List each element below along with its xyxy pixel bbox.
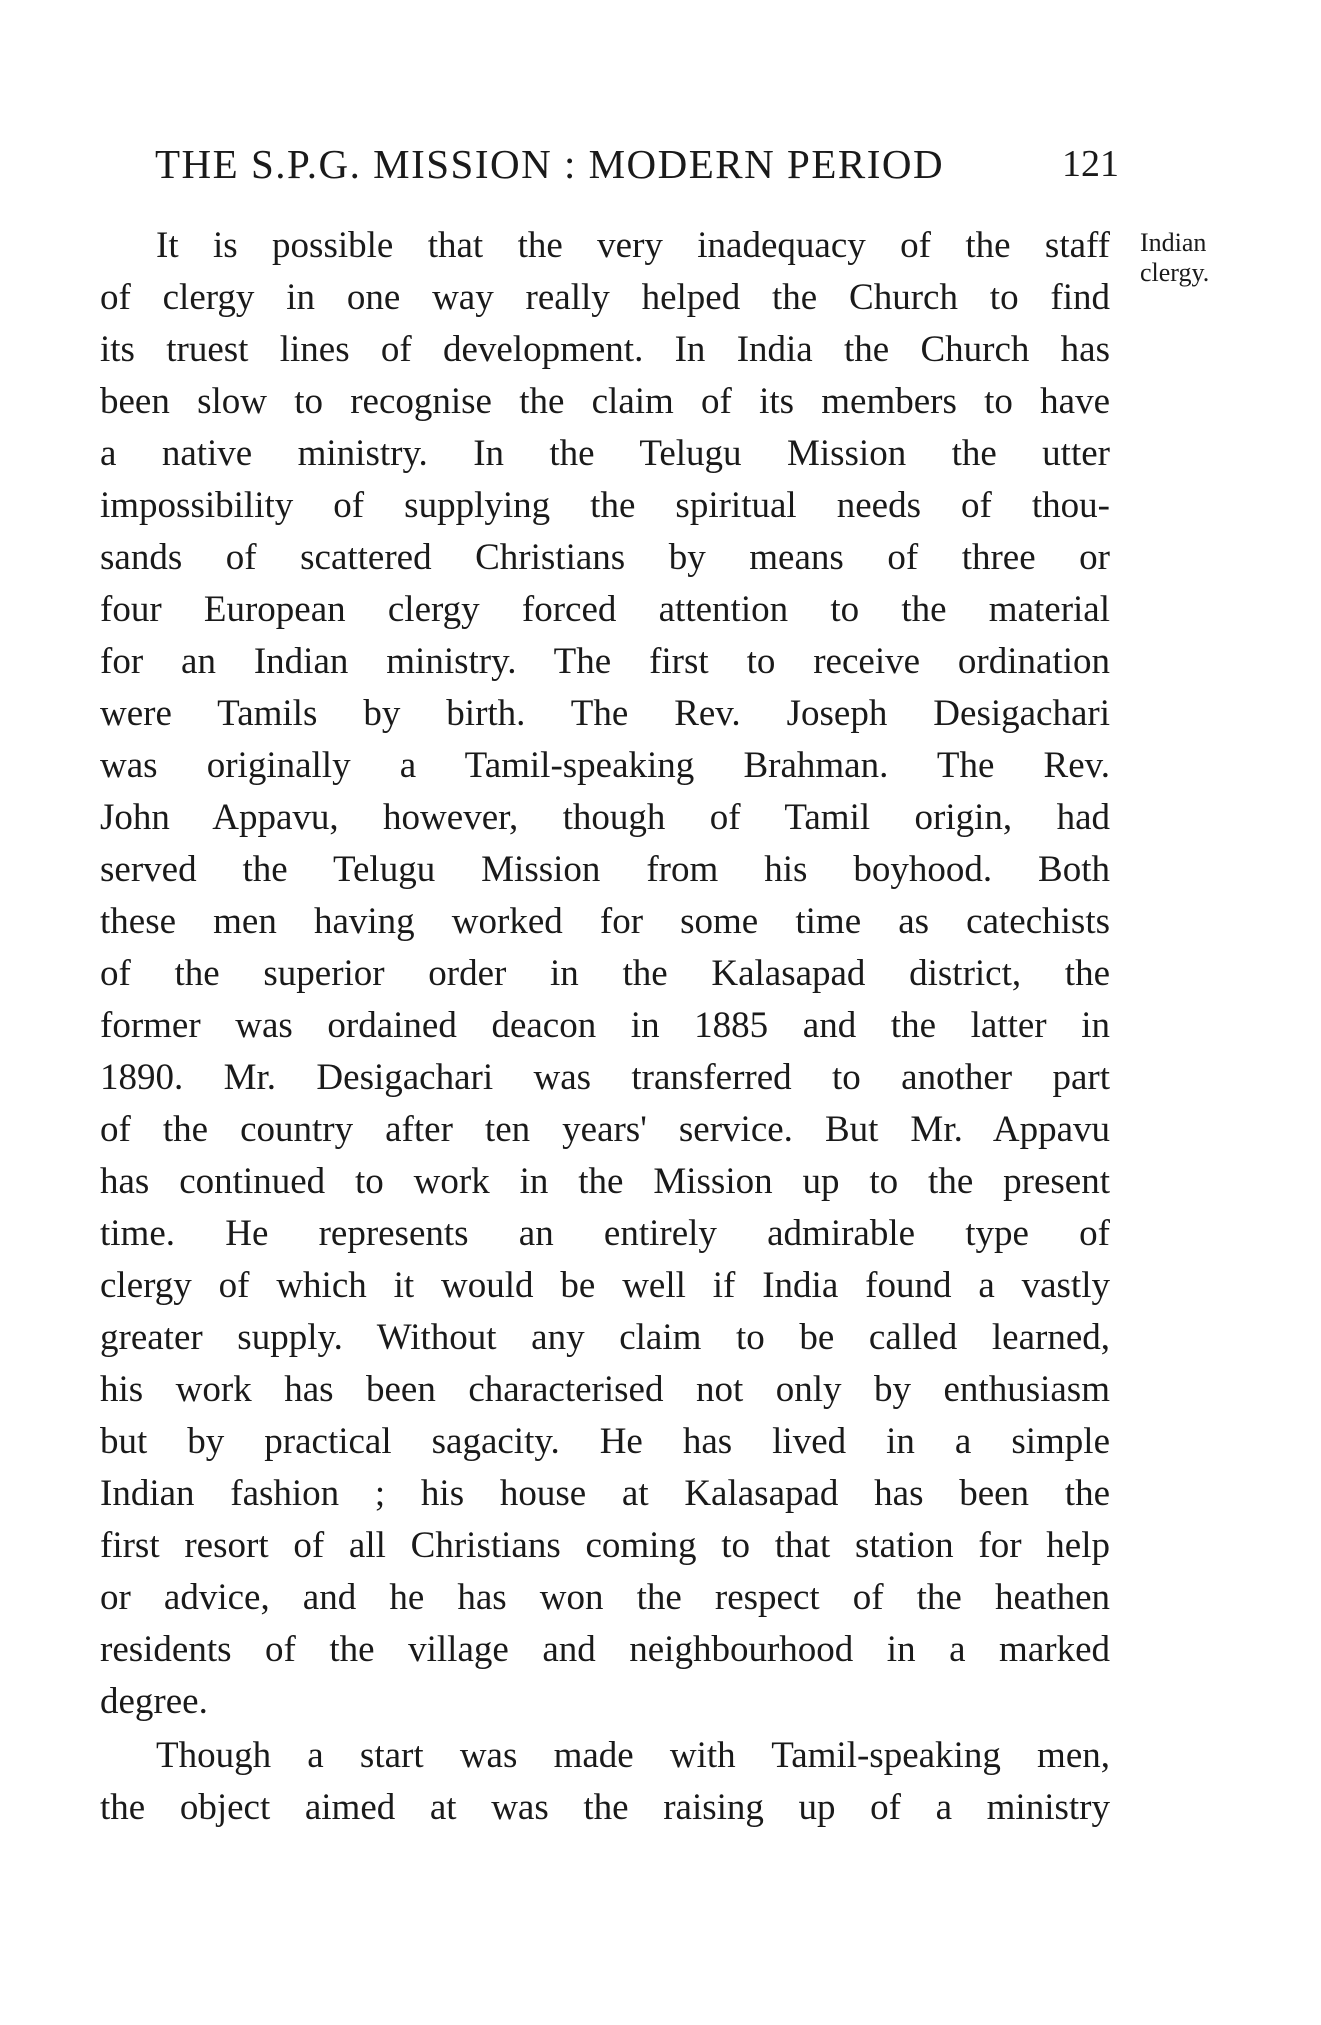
text-line: time. He represents an entirely admirable type of <box>100 1213 1110 1254</box>
page-number: 121 <box>1062 143 1119 185</box>
text-line: or advice, and he has won the respect of the heathen <box>100 1577 1110 1618</box>
running-head-title: THE S.P.G. MISSION : MODERN PERIOD <box>155 141 945 187</box>
text-line: these men having worked for some time as catechists <box>100 901 1110 942</box>
text-line: of clergy in one way really helped the Church to find <box>100 277 1110 318</box>
running-head <box>155 140 1119 190</box>
text-line: John Appavu, however, though of Tamil origin, had <box>100 797 1110 838</box>
margin-note <box>1140 228 1280 288</box>
text-line: for an Indian ministry. The first to receive ordination <box>100 641 1110 682</box>
text-line: 1890. Mr. Desigachari was transferred to another part <box>100 1057 1110 1098</box>
margin-note-line: clergy. <box>1140 258 1210 287</box>
text-line: impossibility of supplying the spiritual needs of thou- <box>100 485 1110 526</box>
text-line: were Tamils by birth. The Rev. Joseph Desigachari <box>100 693 1110 734</box>
text-line: first resort of all Christians coming to that station for help <box>100 1525 1110 1566</box>
text-line: four European clergy forced attention to the material <box>100 589 1110 630</box>
text-line: It is possible that the very inadequacy of the staff <box>156 225 1110 266</box>
text-line: of the superior order in the Kalasapad district, the <box>100 953 1110 994</box>
text-line: its truest lines of development. In India the Church has <box>100 329 1110 370</box>
text-line: has continued to work in the Mission up to the present <box>100 1161 1110 1202</box>
body-text <box>100 220 1110 1834</box>
text-line: former was ordained deacon in 1885 and the latter in <box>100 1005 1110 1046</box>
text-line: Though a start was made with Tamil-speaking men, <box>156 1735 1110 1776</box>
text-line: residents of the village and neighbourhood in a marked <box>100 1629 1110 1670</box>
margin-note-line: Indian <box>1140 228 1207 257</box>
text-line: degree. <box>100 1681 208 1722</box>
text-line: clergy of which it would be well if India found a vastly <box>100 1265 1110 1306</box>
text-line: Indian fashion ; his house at Kalasapad has been the <box>100 1473 1110 1514</box>
text-line: sands of scattered Christians by means of three or <box>100 537 1110 578</box>
text-line: been slow to recognise the claim of its members to have <box>100 381 1110 422</box>
text-line: greater supply. Without any claim to be called learned, <box>100 1317 1110 1358</box>
text-line: a native ministry. In the Telugu Mission the utter <box>100 433 1110 474</box>
text-line: served the Telugu Mission from his boyhood. Both <box>100 849 1110 890</box>
text-line: of the country after ten years' service. But Mr. Appavu <box>100 1109 1110 1150</box>
text-line: was originally a Tamil-speaking Brahman. The Rev. <box>100 745 1110 786</box>
text-line: his work has been characterised not only by enthusiasm <box>100 1369 1110 1410</box>
text-line: the object aimed at was the raising up of a ministry <box>100 1787 1110 1828</box>
text-line: but by practical sagacity. He has lived in a simple <box>100 1421 1110 1462</box>
